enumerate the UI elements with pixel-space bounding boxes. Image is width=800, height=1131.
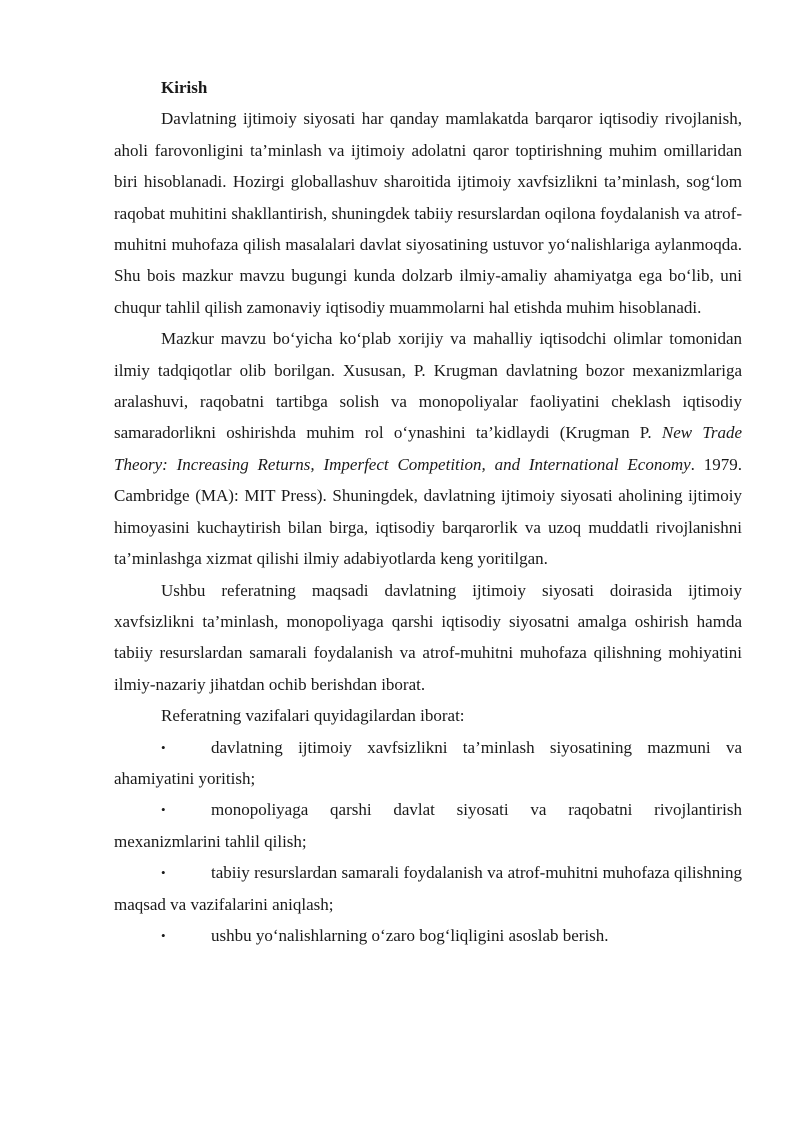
cited-book-title: New Trade Theory: Increasing Returns, Imperfect Competition, and International Economy bbox=[114, 423, 742, 474]
paragraph-literature-review bbox=[114, 323, 742, 574]
list-item-text: davlatning ijtimoiy xavfsizlikni ta’minlash siyosatining mazmuni va ahamiyatini yoritish; bbox=[114, 737, 742, 788]
bullet-icon: • bbox=[161, 739, 166, 755]
bullet-icon: • bbox=[161, 927, 166, 943]
list-item bbox=[114, 920, 742, 951]
document-body bbox=[114, 72, 742, 951]
list-item-text: monopoliyaga qarshi davlat siyosati va raqobatni rivojlantirish mexanizmlarini tahlil qilish; bbox=[114, 800, 742, 851]
paragraph-intro: Davlatning ijtimoiy siyosati har qanday mamlakatda barqaror iqtisodiy rivojlanish, aholi farovonligini ta’minlash va ijtimoiy adolatni qaror toptirishning muhim omillaridan biri hisoblanadi. Hozirgi globallashuv sharoitida ijtimoiy xavfsizlikni ta’minlash, sog‘lom raqobat muhitini shakllantirish, shuningdek tabiiy resurslardan oqilona foydalanish va atrof-muhitni muhofaza qilish masalalari davlat siyosatining ustuvor yo‘nalishlariga aylanmoqda. Shu bois mazkur mavzu bugungi kunda dolzarb ilmiy-amaliy ahamiyatga ega bo‘lib, uni chuqur tahlil qilish zamonaviy iqtisodiy muammolarni hal etishda muhim hisoblanadi. bbox=[114, 109, 742, 317]
list-item-text: ushbu yo‘nalishlarning o‘zaro bog‘liqligini asoslab berish. bbox=[211, 925, 609, 945]
list-item bbox=[114, 794, 742, 857]
bullet-icon: • bbox=[161, 865, 166, 881]
list-item bbox=[114, 857, 742, 920]
literature-text-before: Mazkur mavzu bo‘yicha ko‘plab xorijiy va mahalliy iqtisodchi olimlar tomonidan ilmiy tadqiqotlar olib borilgan. Xususan, P. Krugman davlatning bozor mexanizmlariga aralashuvi, raqobatni tartibga solish va monopoliyalar faoliyatini cheklash iqtisodiy samaradorlikni oshirishda muhim rol o‘ynashini ta’kidlaydi (Krugman P. bbox=[114, 329, 742, 443]
section-heading: Kirish bbox=[161, 78, 208, 97]
list-item-text: tabiiy resurslardan samarali foydalanish va atrof-muhitni muhofaza qilishning maqsad va vazifalarini aniqlash; bbox=[114, 863, 742, 914]
literature-text-after: . 1979. Cambridge (MA): MIT Press). Shuningdek, davlatning ijtimoiy siyosati aholining ijtimoiy himoyasini kuchaytirish bilan birga, iqtisodiy barqarorlik va uzoq muddatli rivojlanishni ta’minlashga xizmat qilishi ilmiy adabiyotlarda keng yoritilgan. bbox=[114, 454, 742, 569]
paragraph-tasks-intro: Referatning vazifalari quyidagilardan iborat: bbox=[161, 706, 465, 726]
list-item bbox=[114, 732, 742, 795]
paragraph-aim: Ushbu referatning maqsadi davlatning ijtimoiy siyosati doirasida ijtimoiy xavfsizlikni ta’minlash, monopoliyaga qarshi iqtisodiy siyosatni amalga oshirish hamda tabiiy resurslardan samarali foydalanish va atrof-muhitni muhofaza qilishning mohiyatini ilmiy-nazariy jihatdan ochib berishdan iborat. bbox=[114, 580, 742, 694]
bullet-icon: • bbox=[161, 802, 166, 818]
